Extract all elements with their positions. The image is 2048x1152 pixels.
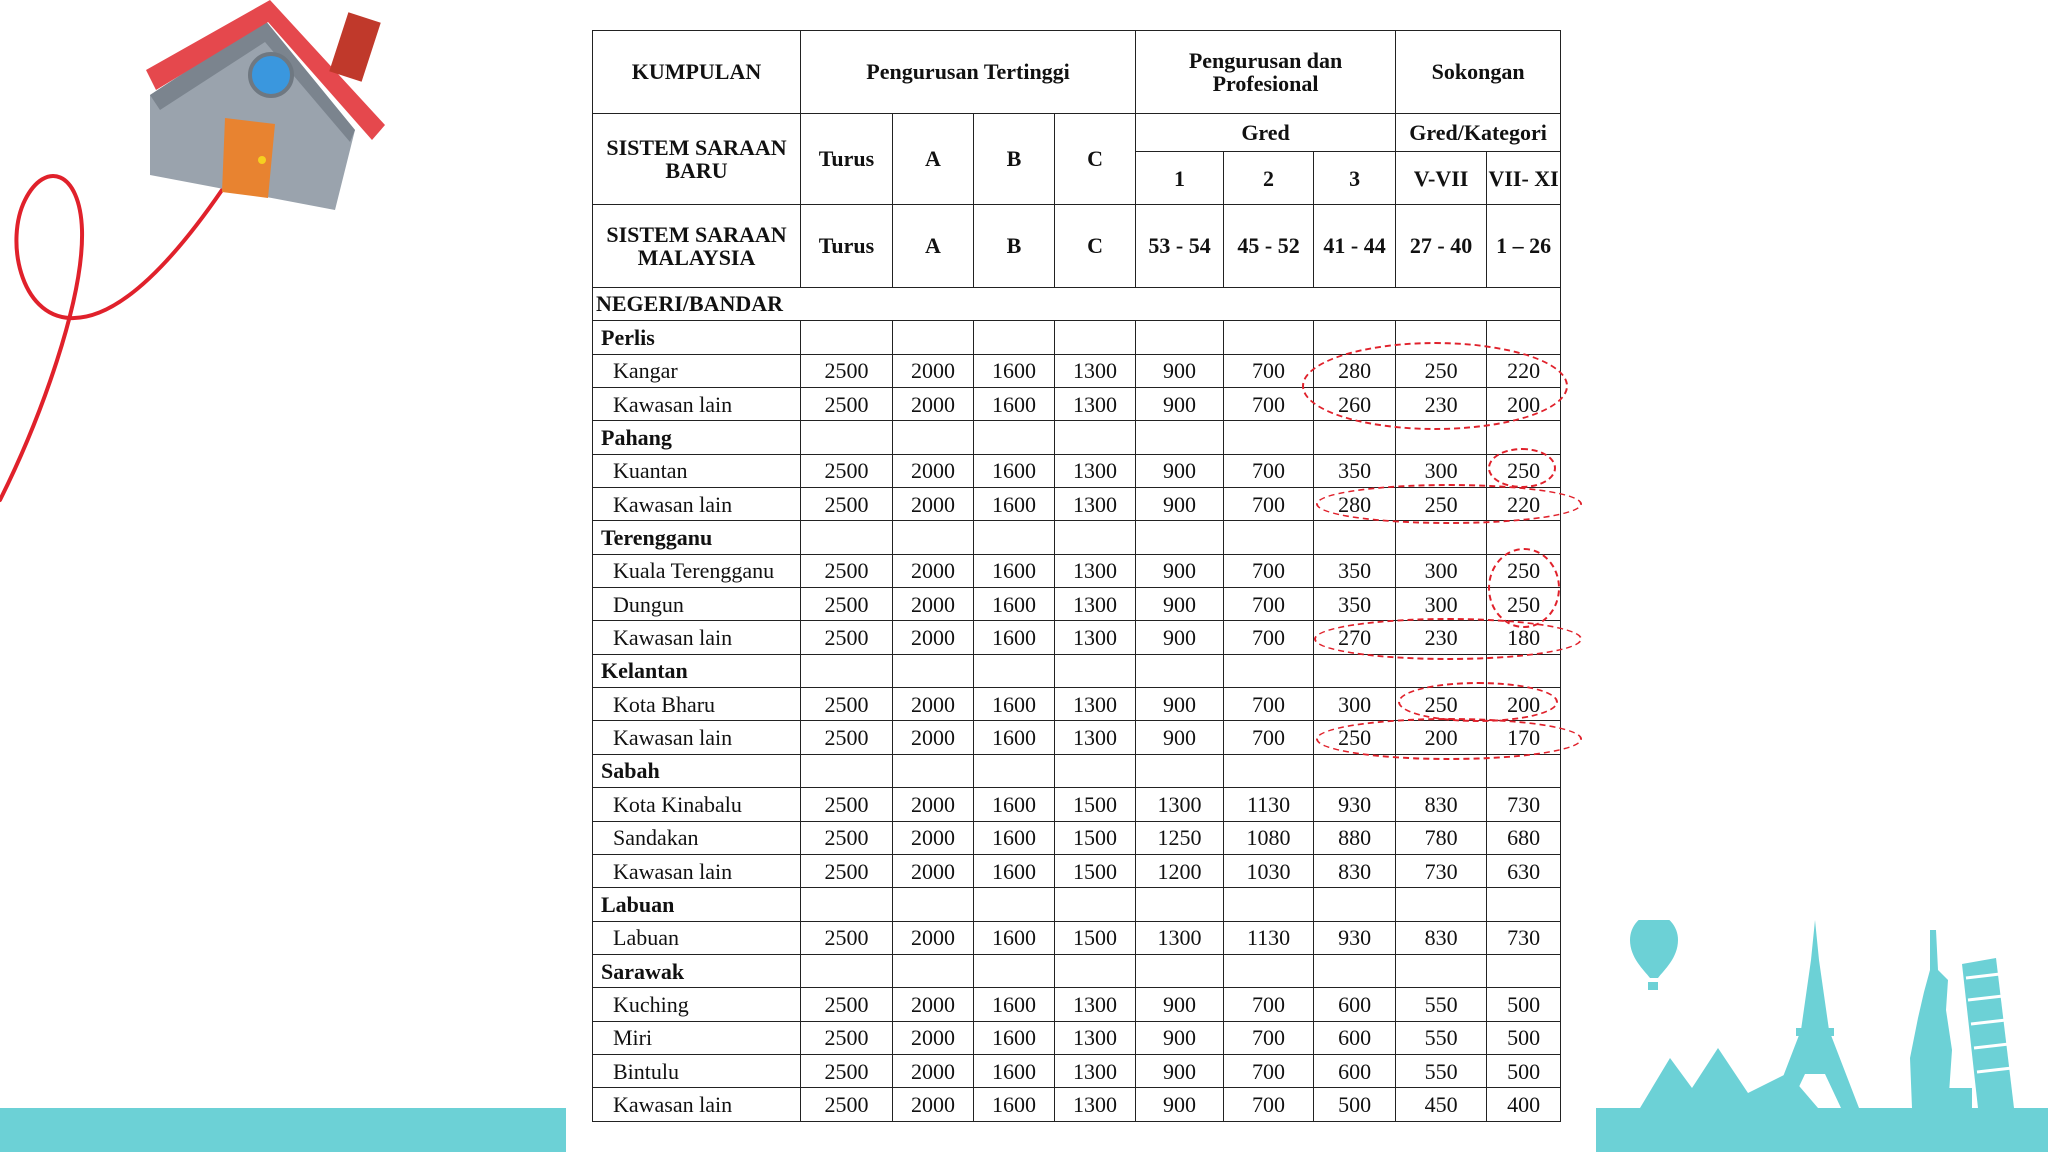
empty-cell	[1396, 521, 1487, 554]
value-cell: 1600	[974, 487, 1055, 520]
value-cell: 230	[1396, 387, 1487, 420]
empty-cell	[1055, 321, 1136, 354]
value-cell: 1300	[1055, 621, 1136, 654]
value-cell: 900	[1136, 1055, 1224, 1088]
value-cell: 2500	[801, 854, 893, 887]
value-cell: 2500	[801, 554, 893, 587]
place-name: Kawasan lain	[593, 721, 801, 754]
value-cell: 2500	[801, 588, 893, 621]
value-cell: 300	[1314, 688, 1396, 721]
header-ssb-c: C	[1055, 113, 1136, 204]
value-cell: 220	[1487, 487, 1561, 520]
value-cell: 280	[1314, 354, 1396, 387]
header-ssb-turus: Turus	[801, 113, 893, 204]
place-name: Labuan	[593, 921, 801, 954]
value-cell: 1500	[1055, 854, 1136, 887]
value-cell: 900	[1136, 588, 1224, 621]
value-cell: 1300	[1055, 688, 1136, 721]
value-cell: 630	[1487, 854, 1561, 887]
empty-cell	[1136, 421, 1224, 454]
table-row	[593, 1088, 1561, 1122]
value-cell: 1200	[1136, 854, 1224, 887]
table-body	[593, 31, 1561, 1122]
value-cell: 900	[1136, 721, 1224, 754]
value-cell: 700	[1224, 454, 1314, 487]
place-name: Sandakan	[593, 821, 801, 854]
value-cell: 880	[1314, 821, 1396, 854]
value-cell: 600	[1314, 988, 1396, 1021]
annotation-circle	[1488, 548, 1560, 628]
value-cell: 2000	[893, 988, 974, 1021]
header-kumpulan: KUMPULAN	[593, 31, 801, 114]
place-name: Kawasan lain	[593, 854, 801, 887]
value-cell: 2000	[893, 454, 974, 487]
header-ssm-label: SISTEM SARAAN MALAYSIA	[593, 204, 801, 287]
header-pengurusan-tertinggi: Pengurusan Tertinggi	[801, 31, 1136, 114]
table-row	[593, 588, 1561, 621]
value-cell: 500	[1314, 1088, 1396, 1122]
value-cell: 1600	[974, 1021, 1055, 1054]
value-cell: 550	[1396, 988, 1487, 1021]
value-cell: 1300	[1136, 921, 1224, 954]
value-cell: 2000	[893, 921, 974, 954]
negeri-bandar-heading: NEGERI/BANDAR	[593, 287, 1561, 320]
header-ssm-col: B	[974, 204, 1055, 287]
value-cell: 300	[1396, 554, 1487, 587]
value-cell: 600	[1314, 1021, 1396, 1054]
empty-cell	[974, 754, 1055, 787]
empty-cell	[801, 754, 893, 787]
value-cell: 2500	[801, 454, 893, 487]
value-cell: 250	[1487, 588, 1561, 621]
value-cell: 1500	[1055, 821, 1136, 854]
value-cell: 1300	[1055, 554, 1136, 587]
empty-cell	[974, 654, 1055, 687]
value-cell: 2000	[893, 1088, 974, 1122]
value-cell: 1080	[1224, 821, 1314, 854]
place-name: Kawasan lain	[593, 621, 801, 654]
empty-cell	[1224, 654, 1314, 687]
empty-cell	[974, 321, 1055, 354]
empty-cell	[1136, 654, 1224, 687]
header-ssb-label: SISTEM SARAAN BARU	[593, 113, 801, 204]
value-cell: 1600	[974, 588, 1055, 621]
region-name: Terengganu	[593, 521, 801, 554]
value-cell: 2500	[801, 621, 893, 654]
value-cell: 2000	[893, 821, 974, 854]
header-ssb-v-vii: V-VII	[1396, 152, 1487, 205]
value-cell: 2000	[893, 621, 974, 654]
value-cell: 730	[1487, 788, 1561, 821]
value-cell: 500	[1487, 1055, 1561, 1088]
header-ssm-col: 53 - 54	[1136, 204, 1224, 287]
value-cell: 220	[1487, 354, 1561, 387]
empty-cell	[1136, 521, 1224, 554]
header-ssm-col: 1 – 26	[1487, 204, 1561, 287]
header-ssm-col: 27 - 40	[1396, 204, 1487, 287]
empty-cell	[1055, 521, 1136, 554]
table-row	[593, 454, 1561, 487]
empty-cell	[974, 955, 1055, 988]
empty-cell	[893, 421, 974, 454]
annotation-circle	[1314, 618, 1582, 660]
statue-of-liberty-icon	[1910, 930, 1972, 1108]
value-cell: 550	[1396, 1021, 1487, 1054]
value-cell: 2000	[893, 487, 974, 520]
empty-cell	[1055, 754, 1136, 787]
value-cell: 450	[1396, 1088, 1487, 1122]
value-cell: 180	[1487, 621, 1561, 654]
header-ssm-col: 41 - 44	[1314, 204, 1396, 287]
empty-cell	[1224, 955, 1314, 988]
empty-cell	[801, 421, 893, 454]
value-cell: 170	[1487, 721, 1561, 754]
value-cell: 2500	[801, 487, 893, 520]
empty-cell	[1314, 754, 1396, 787]
empty-cell	[1314, 654, 1396, 687]
value-cell: 2000	[893, 554, 974, 587]
table-row	[593, 1021, 1561, 1054]
value-cell: 930	[1314, 788, 1396, 821]
header-pengurusan-profesional: Pengurusan dan Profesional	[1136, 31, 1396, 114]
value-cell: 1600	[974, 921, 1055, 954]
empty-cell	[1055, 421, 1136, 454]
value-cell: 2000	[893, 688, 974, 721]
value-cell: 350	[1314, 554, 1396, 587]
value-cell: 930	[1314, 921, 1396, 954]
place-name: Miri	[593, 1021, 801, 1054]
region-row	[593, 521, 1561, 554]
table-row	[593, 1055, 1561, 1088]
value-cell: 250	[1396, 354, 1487, 387]
empty-cell	[1136, 321, 1224, 354]
value-cell: 700	[1224, 621, 1314, 654]
value-cell: 2500	[801, 1021, 893, 1054]
empty-cell	[1136, 955, 1224, 988]
value-cell: 1600	[974, 354, 1055, 387]
empty-cell	[1314, 955, 1396, 988]
empty-cell	[893, 654, 974, 687]
empty-cell	[1224, 521, 1314, 554]
header-ssm-col: 45 - 52	[1224, 204, 1314, 287]
value-cell: 1600	[974, 454, 1055, 487]
table-row	[593, 554, 1561, 587]
value-cell: 700	[1224, 688, 1314, 721]
value-cell: 200	[1487, 387, 1561, 420]
value-cell: 700	[1224, 988, 1314, 1021]
value-cell: 250	[1396, 487, 1487, 520]
header-sokongan: Sokongan	[1396, 31, 1561, 114]
header-gred-kategori: Gred/Kategori	[1396, 113, 1561, 151]
value-cell: 600	[1314, 1055, 1396, 1088]
value-cell: 260	[1314, 387, 1396, 420]
value-cell: 830	[1396, 921, 1487, 954]
annotation-circle	[1398, 682, 1558, 722]
value-cell: 550	[1396, 1055, 1487, 1088]
value-cell: 350	[1314, 588, 1396, 621]
header-ssb-b: B	[974, 113, 1055, 204]
value-cell: 250	[1314, 721, 1396, 754]
value-cell: 1300	[1055, 721, 1136, 754]
landmarks-silhouette	[1600, 920, 2048, 1120]
place-name: Dungun	[593, 588, 801, 621]
empty-cell	[801, 654, 893, 687]
value-cell: 2000	[893, 588, 974, 621]
value-cell: 900	[1136, 1088, 1224, 1122]
place-name: Kawasan lain	[593, 1088, 801, 1122]
header-gred: Gred	[1136, 113, 1396, 151]
place-name: Kawasan lain	[593, 387, 801, 420]
region-row	[593, 888, 1561, 921]
value-cell: 1600	[974, 554, 1055, 587]
value-cell: 900	[1136, 387, 1224, 420]
value-cell: 250	[1487, 454, 1561, 487]
value-cell: 2500	[801, 988, 893, 1021]
header-ssb-vii-xi: VII- XI	[1487, 152, 1561, 205]
value-cell: 2500	[801, 821, 893, 854]
empty-cell	[974, 521, 1055, 554]
empty-cell	[1487, 888, 1561, 921]
value-cell: 1500	[1055, 788, 1136, 821]
value-cell: 1600	[974, 988, 1055, 1021]
value-cell: 900	[1136, 688, 1224, 721]
header-ssb-3: 3	[1314, 152, 1396, 205]
empty-cell	[1314, 888, 1396, 921]
value-cell: 2000	[893, 788, 974, 821]
value-cell: 900	[1136, 354, 1224, 387]
value-cell: 900	[1136, 454, 1224, 487]
hot-air-balloon-icon	[1630, 920, 1678, 990]
empty-cell	[1487, 955, 1561, 988]
table-row	[593, 821, 1561, 854]
allowance-table	[592, 30, 1561, 1122]
value-cell: 2000	[893, 854, 974, 887]
annotation-circle	[1302, 342, 1568, 430]
place-name: Kuching	[593, 988, 801, 1021]
empty-cell	[1224, 754, 1314, 787]
annotation-circle	[1316, 718, 1582, 760]
value-cell: 230	[1396, 621, 1487, 654]
value-cell: 2500	[801, 788, 893, 821]
empty-cell	[893, 754, 974, 787]
value-cell: 1600	[974, 1055, 1055, 1088]
empty-cell	[1224, 321, 1314, 354]
value-cell: 700	[1224, 1055, 1314, 1088]
value-cell: 1030	[1224, 854, 1314, 887]
value-cell: 200	[1487, 688, 1561, 721]
value-cell: 900	[1136, 1021, 1224, 1054]
house-icon	[0, 0, 420, 520]
place-name: Kuala Terengganu	[593, 554, 801, 587]
value-cell: 900	[1136, 487, 1224, 520]
value-cell: 2500	[801, 688, 893, 721]
region-name: Sarawak	[593, 955, 801, 988]
value-cell: 900	[1136, 554, 1224, 587]
empty-cell	[1136, 888, 1224, 921]
value-cell: 1300	[1055, 487, 1136, 520]
value-cell: 1600	[974, 1088, 1055, 1122]
table-row	[593, 788, 1561, 821]
value-cell: 250	[1396, 688, 1487, 721]
empty-cell	[801, 521, 893, 554]
value-cell: 2000	[893, 1021, 974, 1054]
value-cell: 1300	[1055, 1088, 1136, 1122]
region-row	[593, 955, 1561, 988]
place-name: Kuantan	[593, 454, 801, 487]
empty-cell	[1136, 754, 1224, 787]
value-cell: 200	[1396, 721, 1487, 754]
table-row	[593, 854, 1561, 887]
value-cell: 300	[1396, 588, 1487, 621]
header-ssm-col: A	[893, 204, 974, 287]
value-cell: 730	[1396, 854, 1487, 887]
region-name: Pahang	[593, 421, 801, 454]
empty-cell	[801, 955, 893, 988]
value-cell: 2000	[893, 721, 974, 754]
header-ssb-a: A	[893, 113, 974, 204]
header-ssb-2: 2	[1224, 152, 1314, 205]
value-cell: 680	[1487, 821, 1561, 854]
empty-cell	[801, 321, 893, 354]
value-cell: 1130	[1224, 921, 1314, 954]
value-cell: 2500	[801, 1088, 893, 1122]
value-cell: 1500	[1055, 921, 1136, 954]
table-row	[593, 988, 1561, 1021]
value-cell: 900	[1136, 988, 1224, 1021]
value-cell: 1600	[974, 788, 1055, 821]
region-name: Kelantan	[593, 654, 801, 687]
value-cell: 780	[1396, 821, 1487, 854]
empty-cell	[893, 321, 974, 354]
value-cell: 730	[1487, 921, 1561, 954]
value-cell: 2500	[801, 387, 893, 420]
empty-cell	[1487, 754, 1561, 787]
value-cell: 1300	[1055, 1055, 1136, 1088]
value-cell: 2000	[893, 354, 974, 387]
value-cell: 400	[1487, 1088, 1561, 1122]
value-cell: 1130	[1224, 788, 1314, 821]
value-cell: 2000	[893, 387, 974, 420]
value-cell: 280	[1314, 487, 1396, 520]
value-cell: 1600	[974, 387, 1055, 420]
empty-cell	[1314, 521, 1396, 554]
empty-cell	[1224, 888, 1314, 921]
value-cell: 2000	[893, 1055, 974, 1088]
empty-cell	[801, 888, 893, 921]
value-cell: 1300	[1055, 988, 1136, 1021]
empty-cell	[1396, 888, 1487, 921]
place-name: Kawasan lain	[593, 487, 801, 520]
value-cell: 1300	[1136, 788, 1224, 821]
value-cell: 250	[1487, 554, 1561, 587]
value-cell: 700	[1224, 1021, 1314, 1054]
empty-cell	[974, 888, 1055, 921]
value-cell: 350	[1314, 454, 1396, 487]
value-cell: 2500	[801, 921, 893, 954]
value-cell: 1250	[1136, 821, 1224, 854]
value-cell: 1300	[1055, 354, 1136, 387]
value-cell: 270	[1314, 621, 1396, 654]
value-cell: 830	[1314, 854, 1396, 887]
value-cell: 500	[1487, 988, 1561, 1021]
leaning-tower-icon	[1962, 958, 2014, 1108]
empty-cell	[974, 421, 1055, 454]
place-name: Kangar	[593, 354, 801, 387]
empty-cell	[1224, 421, 1314, 454]
value-cell: 700	[1224, 387, 1314, 420]
empty-cell	[1055, 955, 1136, 988]
value-cell: 1300	[1055, 454, 1136, 487]
place-name: Kota Bharu	[593, 688, 801, 721]
value-cell: 500	[1487, 1021, 1561, 1054]
empty-cell	[1396, 955, 1487, 988]
region-name: Perlis	[593, 321, 801, 354]
value-cell: 700	[1224, 554, 1314, 587]
value-cell: 700	[1224, 354, 1314, 387]
value-cell: 700	[1224, 487, 1314, 520]
value-cell: 2500	[801, 721, 893, 754]
value-cell: 900	[1136, 621, 1224, 654]
value-cell: 2500	[801, 354, 893, 387]
empty-cell	[1055, 888, 1136, 921]
place-name: Kota Kinabalu	[593, 788, 801, 821]
value-cell: 1300	[1055, 387, 1136, 420]
value-cell: 700	[1224, 1088, 1314, 1122]
annotation-circle	[1316, 484, 1582, 524]
header-ssm-col: C	[1055, 204, 1136, 287]
value-cell: 300	[1396, 454, 1487, 487]
region-name: Labuan	[593, 888, 801, 921]
header-ssm-col: Turus	[801, 204, 893, 287]
value-cell: 1600	[974, 621, 1055, 654]
value-cell: 1600	[974, 688, 1055, 721]
eiffel-tower-icon	[1771, 920, 1859, 1108]
value-cell: 2500	[801, 1055, 893, 1088]
table-row	[593, 921, 1561, 954]
empty-cell	[893, 888, 974, 921]
value-cell: 1600	[974, 821, 1055, 854]
value-cell: 700	[1224, 721, 1314, 754]
value-cell: 1300	[1055, 1021, 1136, 1054]
place-name: Bintulu	[593, 1055, 801, 1088]
empty-cell	[893, 955, 974, 988]
annotation-circle	[1488, 448, 1556, 488]
empty-cell	[1055, 654, 1136, 687]
value-cell: 1600	[974, 854, 1055, 887]
header-ssb-1: 1	[1136, 152, 1224, 205]
empty-cell	[893, 521, 974, 554]
region-name: Sabah	[593, 754, 801, 787]
value-cell: 830	[1396, 788, 1487, 821]
value-cell: 1600	[974, 721, 1055, 754]
value-cell: 700	[1224, 588, 1314, 621]
value-cell: 1300	[1055, 588, 1136, 621]
